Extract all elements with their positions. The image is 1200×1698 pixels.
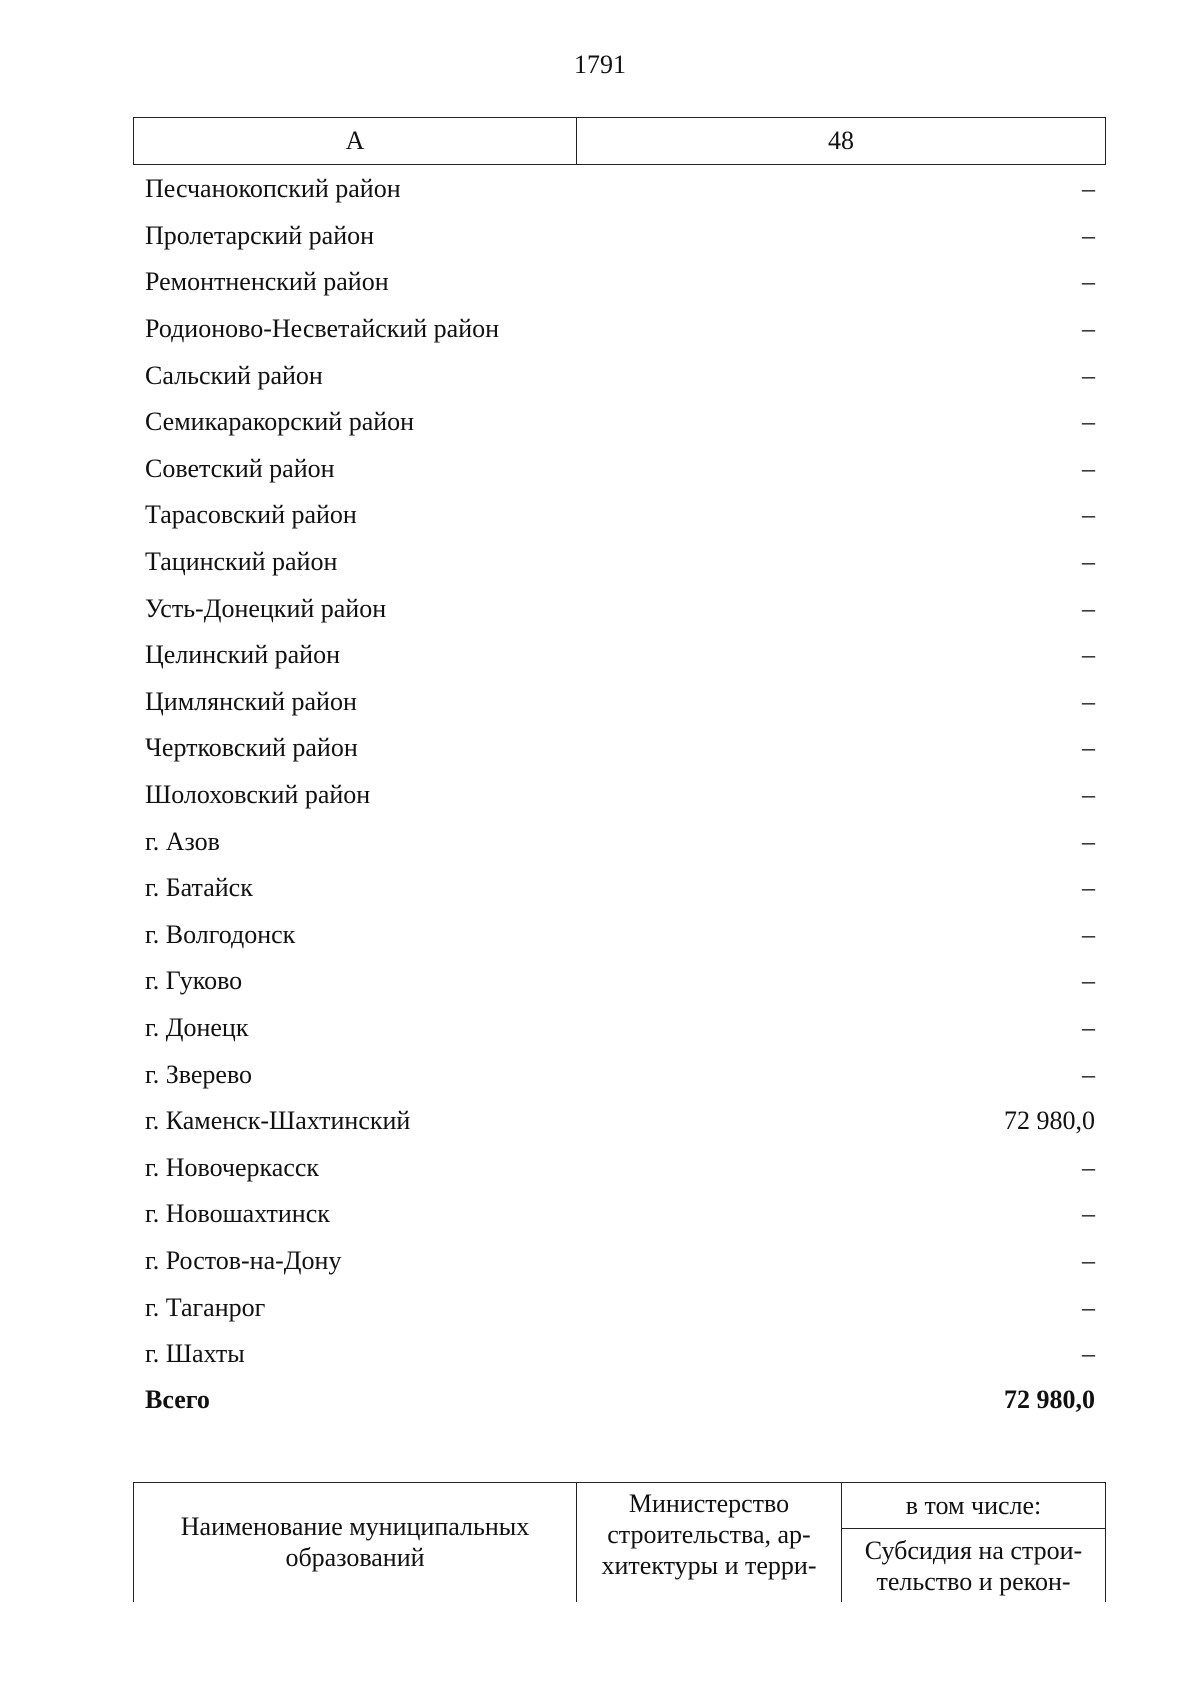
table-row: [133, 539, 1106, 586]
table-row: [133, 166, 1106, 213]
table-row: [133, 1191, 1106, 1238]
municipality-value: –: [1082, 1292, 1095, 1322]
next-table-header: [133, 1482, 1106, 1602]
table-row: [133, 958, 1106, 1005]
municipality-name: Шолоховский район: [145, 780, 371, 810]
municipality-name: г. Шахты: [145, 1339, 245, 1369]
col3-header: в том числе:: [842, 1483, 1105, 1529]
municipality-value: –: [1082, 500, 1095, 530]
table-row: [133, 772, 1106, 819]
col2-line: хитектуры и терри-: [601, 1551, 817, 1580]
municipality-name: г. Каменск-Шахтинский: [145, 1106, 411, 1136]
col3-subheader: [842, 1529, 1105, 1597]
table-row: [133, 1238, 1106, 1285]
municipality-value: –: [1082, 1012, 1095, 1042]
total-value: 72 980,0: [1004, 1384, 1095, 1414]
municipality-name: Цимлянский район: [145, 686, 357, 716]
col2-line: Министерство: [628, 1489, 790, 1518]
municipality-name: Чертковский район: [145, 733, 358, 763]
municipality-value: –: [1082, 1059, 1095, 1089]
col1-line: образований: [285, 1543, 425, 1572]
municipality-value: –: [1082, 919, 1095, 949]
table-row: [133, 306, 1106, 353]
municipality-value: –: [1082, 267, 1095, 297]
municipality-value: –: [1082, 174, 1095, 204]
municipality-name: г. Ростов-на-Дону: [145, 1245, 342, 1275]
total-row: [133, 1376, 1106, 1423]
municipality-value: –: [1082, 1152, 1095, 1182]
municipality-name: г. Гуково: [145, 966, 243, 996]
table-row: [133, 1098, 1106, 1145]
header-col-a: А: [134, 118, 577, 164]
municipality-name: Целинский район: [145, 640, 340, 670]
municipality-value: –: [1082, 873, 1095, 903]
table-row: [133, 725, 1106, 772]
header-col-b: 48: [828, 126, 854, 155]
col3-line: тельство и рекон-: [876, 1567, 1071, 1596]
municipality-value: –: [1082, 1245, 1095, 1275]
table-row: [133, 679, 1106, 726]
municipality-name: Сальский район: [145, 360, 323, 390]
table-row: [133, 492, 1106, 539]
table-row: [133, 399, 1106, 446]
municipality-name: г. Новочеркасск: [145, 1152, 320, 1182]
municipality-name: г. Батайск: [145, 873, 253, 903]
municipality-value: –: [1082, 966, 1095, 996]
municipality-name: Пролетарский район: [145, 220, 375, 250]
municipality-name: Семикаракорский район: [145, 407, 415, 437]
municipality-value: 72 980,0: [1004, 1106, 1095, 1136]
municipality-name: Тацинский район: [145, 547, 338, 577]
municipality-name: г. Азов: [145, 826, 220, 856]
table-row: [133, 259, 1106, 306]
municipality-value: –: [1082, 780, 1095, 810]
municipality-value: –: [1082, 1339, 1095, 1369]
total-label: Всего: [145, 1384, 210, 1414]
table-row: [133, 1284, 1106, 1331]
municipality-value: –: [1082, 686, 1095, 716]
municipality-name: Усть-Донецкий район: [145, 593, 387, 623]
municipality-name: Ремонтненский район: [145, 267, 389, 297]
municipality-value: –: [1082, 547, 1095, 577]
municipality-value: –: [1082, 407, 1095, 437]
table-row: [133, 865, 1106, 912]
table-row: [133, 213, 1106, 260]
table-row: [133, 1005, 1106, 1052]
municipality-list: [133, 166, 1106, 1423]
municipality-name: г. Новошахтинск: [145, 1199, 330, 1229]
table-row: [133, 818, 1106, 865]
page-number: 1791: [574, 50, 626, 79]
table-row: [133, 585, 1106, 632]
municipality-name: Тарасовский район: [145, 500, 357, 530]
municipality-name: г. Донецк: [145, 1012, 249, 1042]
table-row: [133, 1331, 1106, 1378]
municipality-value: –: [1082, 826, 1095, 856]
table-row: [133, 1051, 1106, 1098]
municipality-value: –: [1082, 640, 1095, 670]
table-row: [133, 1144, 1106, 1191]
municipality-name: Песчанокопский район: [145, 174, 401, 204]
table-row: [133, 352, 1106, 399]
municipality-value: –: [1082, 314, 1095, 344]
col3-line: Субсидия на строи-: [864, 1536, 1083, 1565]
table-row: [133, 912, 1106, 959]
municipality-value: –: [1082, 453, 1095, 483]
municipality-name: г. Волгодонск: [145, 919, 296, 949]
municipality-value: –: [1082, 360, 1095, 390]
next-table-col2: [577, 1483, 842, 1602]
col2-line: строительства, ар-: [607, 1520, 811, 1549]
municipality-name: Родионово-Несветайский район: [145, 314, 500, 344]
municipality-name: г. Зверево: [145, 1059, 253, 1089]
municipality-value: –: [1082, 733, 1095, 763]
municipality-name: Советский район: [145, 453, 335, 483]
municipality-value: –: [1082, 1199, 1095, 1229]
municipality-name: г. Таганрог: [145, 1292, 266, 1322]
table-row: [133, 632, 1106, 679]
municipality-value: –: [1082, 220, 1095, 250]
table-header: [133, 117, 1106, 165]
table-row: [133, 446, 1106, 493]
col1-line: Наименование муниципальных: [180, 1512, 530, 1541]
next-table-col1: [134, 1483, 577, 1602]
municipality-value: –: [1082, 593, 1095, 623]
next-table-col3: [842, 1483, 1105, 1602]
